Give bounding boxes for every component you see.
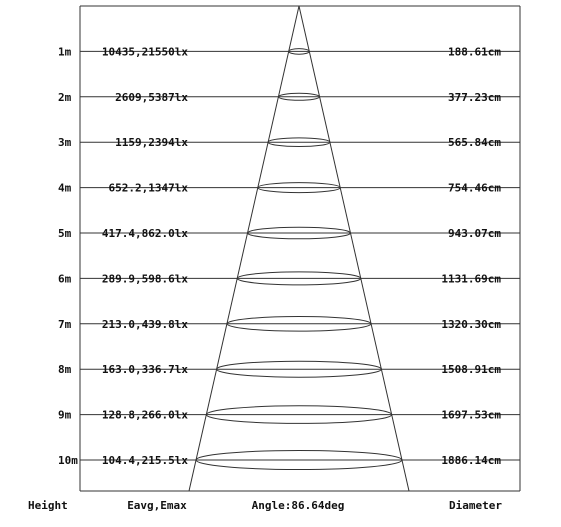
height-label: 7m xyxy=(58,317,72,331)
diameter-label: 1320.30cm xyxy=(441,317,501,331)
illuminance-label: 417.4,862.0lx xyxy=(101,227,188,240)
illuminance-label: 213.0,439.8lx xyxy=(101,317,188,331)
beam-angle-label: Angle:86.64deg xyxy=(251,499,345,512)
height-label: 2m xyxy=(58,90,72,104)
illuminance-label: 128.8,266.0lx xyxy=(101,408,188,422)
diameter-label: 754.46cm xyxy=(448,181,501,195)
diameter-label: 565.84cm xyxy=(448,136,501,150)
illuminance-label: 10435,21550lx xyxy=(101,45,188,59)
height-label: 4m xyxy=(58,181,72,195)
eavg-emax-column-header: Eavg,Emax xyxy=(127,499,187,512)
diagram-footer xyxy=(28,499,502,512)
diameter-label: 1508.91cm xyxy=(441,363,501,377)
cone-right-edge xyxy=(299,6,409,491)
light-cone xyxy=(189,6,409,491)
height-label: 5m xyxy=(58,227,72,240)
row-labels xyxy=(58,45,501,467)
height-label: 8m xyxy=(58,363,72,377)
illuminance-label: 163.0,336.7lx xyxy=(101,363,188,377)
height-label: 10m xyxy=(58,454,78,467)
height-label: 3m xyxy=(58,136,72,150)
height-label: 6m xyxy=(58,272,72,286)
illuminance-label: 289.9,598.6lx xyxy=(101,272,188,286)
height-column-header: Height xyxy=(28,499,68,512)
illuminance-label: 1159,2394lx xyxy=(115,136,188,150)
diameter-label: 1697.53cm xyxy=(441,408,501,422)
height-label: 1m xyxy=(58,45,72,59)
diameter-label: 1886.14cm xyxy=(441,454,501,467)
diameter-column-header: Diameter xyxy=(449,499,502,512)
diameter-label: 188.61cm xyxy=(448,45,501,59)
diameter-label: 943.07cm xyxy=(448,227,501,240)
illuminance-label: 652.2,1347lx xyxy=(108,181,188,195)
diameter-label: 1131.69cm xyxy=(441,272,501,286)
diameter-label: 377.23cm xyxy=(448,90,501,104)
cone-left-edge xyxy=(189,6,299,491)
height-label: 9m xyxy=(58,408,72,422)
illuminance-label: 2609,5387lx xyxy=(115,90,188,104)
illuminance-label: 104.4,215.5lx xyxy=(101,454,188,467)
